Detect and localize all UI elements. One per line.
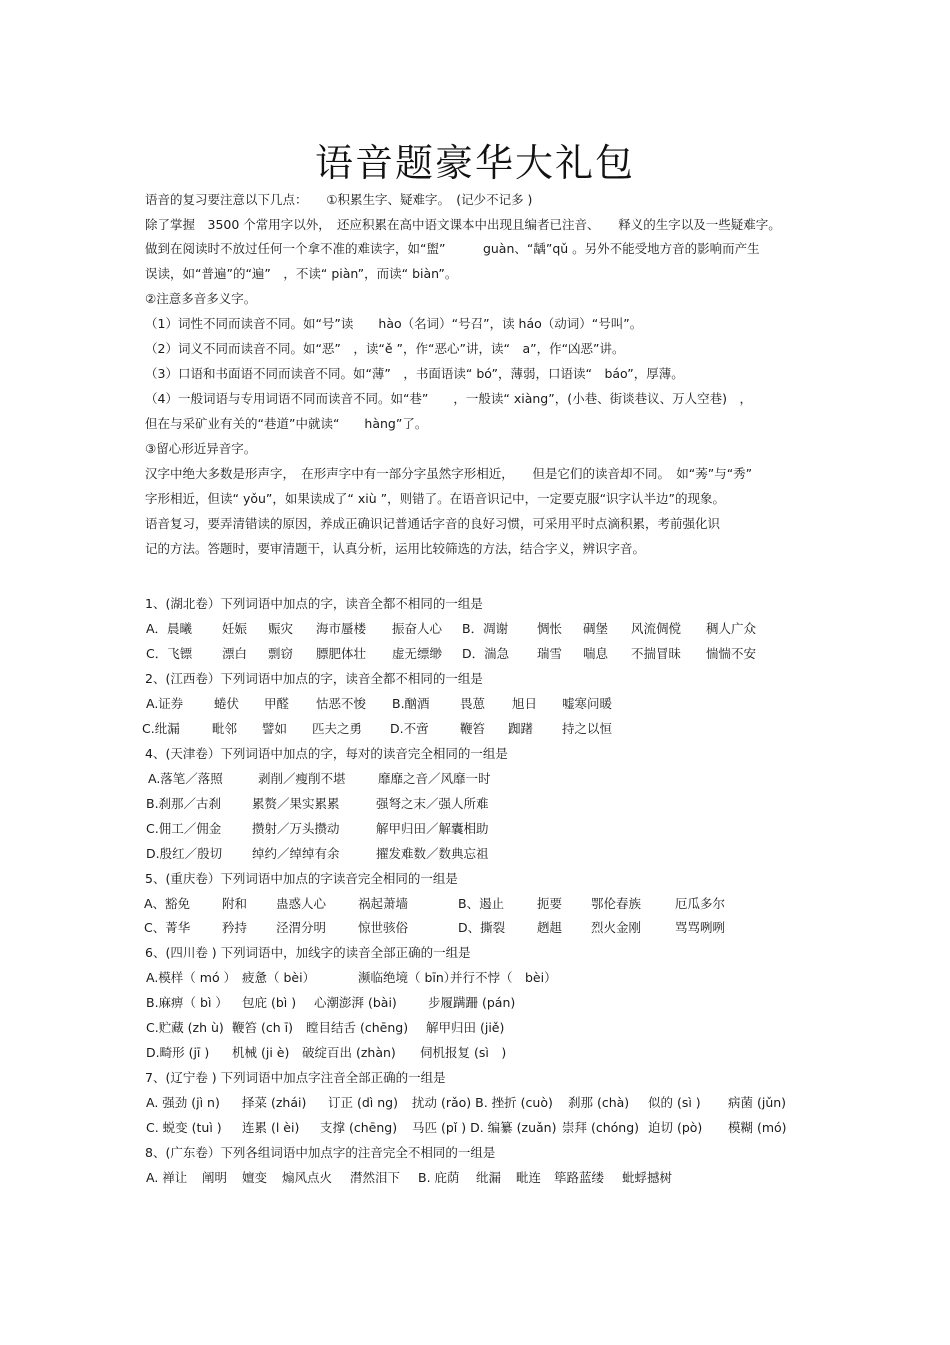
option-term: 择菜 (zhái) [242, 1095, 307, 1110]
option-term: 病菌 (jǔn) [728, 1095, 787, 1110]
intro-line: （1）词性不同而读音不同。如“号”读 hào（名词）“号召”，读 háo（动词）“号叫”。 [145, 316, 643, 331]
question-stem: 1、(湖北卷）下列词语中加点的字，读音全都不相同的一组是 [145, 596, 483, 611]
option-term: C.纰漏 [142, 721, 180, 736]
option-term: 喘息 [583, 646, 609, 661]
intro-line: 汉字中绝大多数是形声字， 在形声字中有一部分字虽然字形相近， 但是它们的读音却不同。 如“莠”与“秀” [145, 466, 753, 481]
question-stem: 6、(四川卷 ) 下列词语中，加线字的读音全部正确的一组是 [145, 945, 471, 960]
option-term: 怙恶不悛 [316, 696, 367, 711]
option-term: 虚无缥缈 [392, 646, 443, 661]
option-term: B．凋谢 [462, 621, 509, 636]
option-term: 祸起萧墙 [358, 896, 409, 911]
option-term: 连累 (l èi) [242, 1120, 300, 1135]
option-term: 振奋人心 [392, 621, 443, 636]
option-term: 煽风点火 [282, 1170, 333, 1185]
option-term: C.贮藏 (zh ù) [146, 1020, 224, 1035]
question-stem: 4、(天津卷）下列词语中加点的字，每对的读音完全相同的一组是 [145, 746, 508, 761]
option-term: 赈灾 [268, 621, 294, 636]
option-term: 稠人广众 [706, 621, 757, 636]
option-term: 譬如 [262, 721, 288, 736]
option-term: D.畸形 (jī ) [146, 1045, 210, 1060]
option-term: A. 强劲 (jì n) [146, 1095, 220, 1110]
option-term: 鄂伦春族 [591, 896, 642, 911]
option-term: 濒临绝境（ bīn） [358, 970, 457, 985]
option-term: 嘘寒问暖 [562, 696, 613, 711]
option-term: 似的 (sì ) [648, 1095, 701, 1110]
option-term: C．飞镖 [146, 646, 193, 661]
page-title: 语音题豪华大礼包 [314, 141, 635, 185]
option-term: 毗邻 [212, 721, 238, 736]
option-term: B. 庇荫 [418, 1170, 460, 1185]
option-term: 矜持 [222, 920, 248, 935]
option-term: C.佣工／佣金 [146, 821, 222, 836]
option-term: A.证券 [146, 696, 184, 711]
option-term: 破绽百出 (zhàn) [302, 1045, 396, 1060]
option-term: 蜷伏 [214, 696, 240, 711]
option-term: A.模样（ mó ） [146, 970, 237, 985]
option-term: 惆怅 [537, 621, 563, 636]
option-term: 剽窃 [268, 646, 294, 661]
intro-line: 记的方法。答题时，要审清题干，认真分析，运用比较筛选的方法，结合字义，辨识字音。 [145, 541, 646, 556]
option-term: 扰动 (rǎo) B. 挫折 (cuò) [412, 1095, 553, 1110]
option-term: 靡靡之音／风靡一时 [378, 771, 491, 786]
intro-line: 做到在阅读时不放过任何一个拿不准的难读字，如“盥” guàn、“龋”qǔ 。另外不能受地方音的影响而产生 [145, 241, 760, 256]
option-term: 模糊 (mó) [728, 1120, 787, 1135]
option-term: 海市蜃楼 [316, 621, 367, 636]
option-term: 嬗变 [242, 1170, 268, 1185]
option-term: 迫切 (pò) [648, 1120, 703, 1135]
option-term: 毗连 [516, 1170, 542, 1185]
option-term: 心潮澎湃 (bài) [314, 995, 397, 1010]
option-term: 累赘／果实累累 [252, 796, 340, 811]
option-term: 解甲归田 (jiě) [426, 1020, 505, 1035]
option-term: A．晨曦 [146, 621, 193, 636]
option-term: 妊娠 [222, 621, 248, 636]
option-term: 惊世骇俗 [358, 920, 409, 935]
option-term: 漂白 [222, 646, 248, 661]
question-stem: 7、(辽宁卷 ) 下列词语中加点字注音全部正确的一组是 [145, 1070, 446, 1085]
option-term: 强弩之末／强人所难 [376, 796, 489, 811]
option-term: 厄瓜多尔 [675, 896, 726, 911]
intro-line: 语音复习，要弄清错读的原因，养成正确识记普通话字音的良好习惯，可采用平时点滴积累，考前强化识 [145, 516, 721, 531]
option-term: 匹夫之勇 [312, 721, 363, 736]
option-term: 刹那 (chà) [568, 1095, 630, 1110]
option-term: 马匹 (pǐ ) D. 编纂 (zuǎn) [412, 1120, 557, 1135]
option-term: 蚍蜉撼树 [622, 1170, 673, 1185]
option-term: 扼要 [537, 896, 563, 911]
option-term: 并行不悖（ bèi） [450, 970, 557, 985]
option-term: 踟躇 [508, 721, 534, 736]
option-term: 攒射／万头攒动 [252, 821, 340, 836]
intro-line: 语音的复习要注意以下几点： ①积累生字、疑难字。 (记少不记多 ) [145, 192, 533, 207]
option-term: A.落笔／落照 [148, 771, 223, 786]
option-term: 鞭笞 [460, 721, 486, 736]
option-term: 阐明 [202, 1170, 228, 1185]
option-term: 惴惴不安 [706, 646, 757, 661]
option-term: C. 蜕变 (tuì ) [146, 1120, 222, 1135]
option-term: B.刹那／古刹 [146, 796, 222, 811]
option-term: B、遏止 [458, 896, 505, 911]
option-term: 旭日 [512, 696, 538, 711]
option-term: B.酗酒 [392, 696, 430, 711]
question-stem: 8、(广东卷）下列各组词语中加点字的注音完全不相同的一组是 [145, 1145, 496, 1160]
option-term: 骂骂咧咧 [675, 920, 726, 935]
question-stem: 5、(重庆卷）下列词语中加点的字读音完全相同的一组是 [145, 871, 458, 886]
option-term: 持之以恒 [562, 721, 613, 736]
option-term: 机械 (ji è) [232, 1045, 290, 1060]
option-term: 绰约／绰绰有余 [252, 846, 340, 861]
intro-line: （3）口语和书面语不同而读音不同。如“薄” ，书面语读“ bó”，薄弱，口语读“ báo”，厚薄。 [145, 366, 684, 381]
option-term: 鞭笞 (ch ī) [232, 1020, 293, 1035]
option-term: 解甲归田／解囊相助 [376, 821, 489, 836]
option-term: 烈火金刚 [591, 920, 642, 935]
option-term: 趔趄 [537, 920, 563, 935]
option-term: 甲醛 [264, 696, 290, 711]
option-term: C、菁华 [144, 920, 191, 935]
intro-line: （2）词义不同而读音不同。如“恶” ，读“ě ”，作“恶心”讲，读“ a”，作“凶恶”讲。 [145, 341, 625, 356]
option-term: 步履蹒跚 (pán) [428, 995, 516, 1010]
option-term: 擢发难数／数典忘祖 [376, 846, 489, 861]
intro-line: 误读，如“普遍”的“遍” ，不读“ piàn”，而读“ biàn”。 [145, 266, 458, 281]
option-term: 纰漏 [476, 1170, 502, 1185]
option-term: 剥削／瘦削不堪 [258, 771, 346, 786]
option-term: 订正 (dì ng) [328, 1095, 398, 1110]
option-term: 瑞雪 [537, 646, 563, 661]
option-term: 畏葸 [460, 696, 486, 711]
option-term: B.麻痹（ bì ） [146, 995, 228, 1010]
option-term: D．湍急 [462, 646, 510, 661]
option-term: 崇拜 (chóng) [562, 1120, 640, 1135]
option-term: 蛊惑人心 [276, 896, 327, 911]
option-term: 附和 [222, 896, 248, 911]
intro-line: 除了掌握 3500 个常用字以外， 还应积累在高中语文课本中出现且编者已注音、 释义的生字以及一些疑难字。 [145, 217, 781, 232]
option-term: A. 禅让 [146, 1170, 188, 1185]
option-term: 筚路蓝缕 [554, 1170, 605, 1185]
intro-line: （4）一般词语与专用词语不同而读音不同。如“巷” ，一般读“ xiàng”，(小巷、街谈巷议、万人空巷) ， [145, 391, 752, 406]
option-term: 支撑 (chēng) [320, 1120, 398, 1135]
option-term: 膘肥体壮 [316, 646, 367, 661]
question-stem: 2、(江西卷）下列词语中加点的字，读音全都不相同的一组是 [145, 671, 483, 686]
option-term: D.不啻 [390, 721, 429, 736]
intro-line: 字形相近，但读“ yǒu”，如果读成了“ xiù ”，则错了。在语音识记中，一定要克服“识字认半边”的现象。 [145, 491, 726, 506]
option-term: 不揣冒昧 [631, 646, 682, 661]
intro-line: ②注意多音多义字。 [145, 291, 257, 306]
intro-line: 但在与采矿业有关的“巷道”中就读“ hàng”了。 [145, 416, 428, 431]
option-term: D、撕裂 [458, 920, 506, 935]
option-term: 潸然泪下 [350, 1170, 401, 1185]
option-term: 伺机报复 (sì ) [420, 1045, 507, 1060]
option-term: 碉堡 [583, 621, 609, 636]
option-term: 包庇 (bì ) [242, 995, 297, 1010]
option-term: 瞠目结舌 (chēng) [306, 1020, 409, 1035]
option-term: A、豁免 [144, 896, 191, 911]
option-term: D.殷红／殷切 [146, 846, 223, 861]
option-term: 风流倜傥 [631, 621, 682, 636]
intro-line: ③留心形近异音字。 [145, 441, 257, 456]
option-term: 泾渭分明 [276, 920, 327, 935]
option-term: 疲惫（ bèi） [242, 970, 316, 985]
